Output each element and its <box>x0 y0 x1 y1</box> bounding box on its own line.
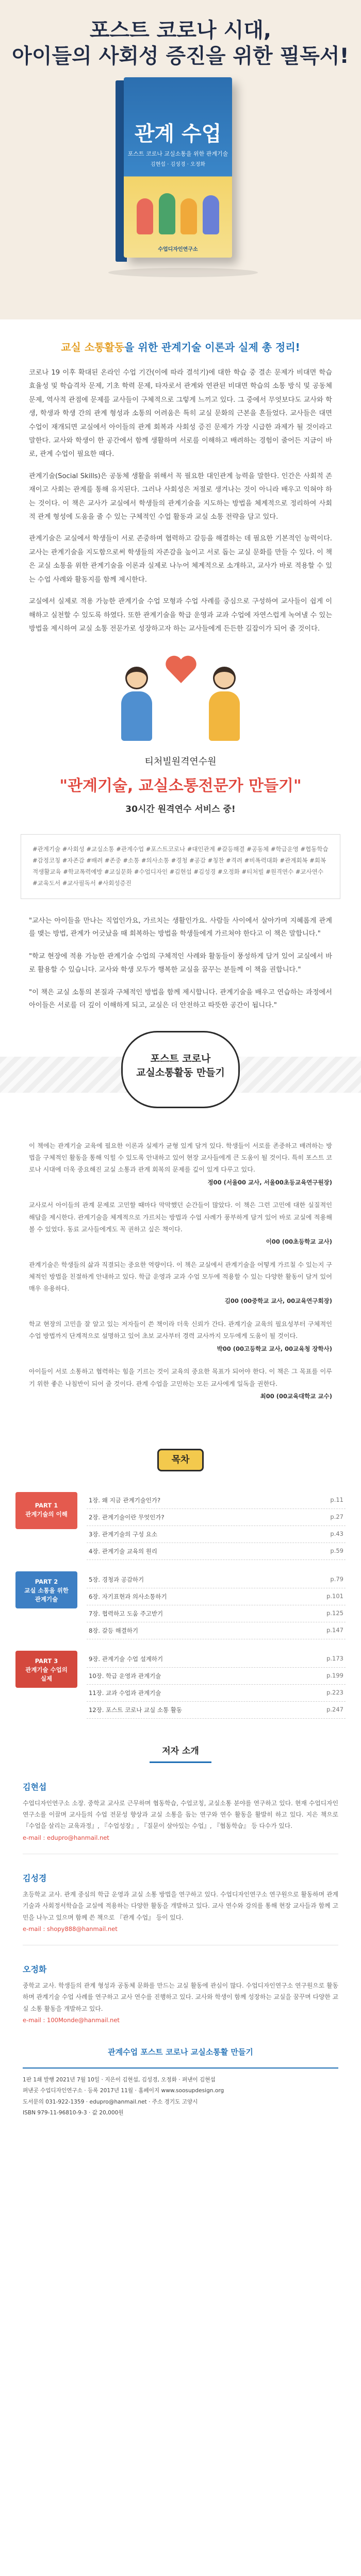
toc-page: p.59 <box>330 1547 343 1554</box>
authors-heading: 저자 소개 <box>162 1745 199 1756</box>
toc-item: 9장. 관계기술 수업 설계하기 <box>89 1655 163 1663</box>
intro-paragraph: 관계기술은 교실에서 학생들이 서로 존중하며 협력하고 갈등을 해결하는 데 필요한 기본적인 능력이다. 교사는 관계기술을 지도함으로써 학생들의 자존감을 높이고 서로 돕는 교실 문화를 만들 수 있다. 이 책은 교실 소통을 위한 관계기술을 이론과 실제로 나누어 체계적으로 소개하고, 교사가 바로 적용할 수 있는 수업 사례와 활동지를 함께 제시한다. <box>29 535 332 584</box>
book-info-title: 관계수업 포스트 코로나 교실소통활 만들기 <box>108 2047 253 2057</box>
toc-part <box>15 1651 346 1719</box>
review-author: 이00 (00초등학교 교사) <box>266 1238 332 1245</box>
author-name: 김성경 <box>23 1873 47 1883</box>
book-front <box>124 77 232 258</box>
hero-headline-line2: 아이들의 사회성 증진을 위한 필독서! <box>12 44 349 68</box>
toc-page: p.101 <box>326 1592 343 1600</box>
review-author: 최00 (00교육대학교 교수) <box>260 1392 332 1400</box>
intro-paragraph: 교실에서 실제로 적용 가능한 관계기술 수업 모형과 수업 사례를 중심으로 구성하여 교사들이 쉽게 이해하고 실천할 수 있도록 하였다. 또한 관계기술을 학급 운영과 교과 수업에 자연스럽게 녹여낼 수 있는 방법을 제시하여 교실 소통 전문가로 성장하고자 하는 교사들에게 든든한 길잡이가 되어 줄 것이다. <box>29 598 332 633</box>
toc-page: p.79 <box>330 1575 343 1583</box>
reviews-section <box>0 1130 361 1402</box>
quotes-section <box>0 899 361 1012</box>
intro-section <box>0 319 361 636</box>
hero-headline-line1: 포스트 코로나 시대, <box>89 19 272 42</box>
author-block <box>0 1781 361 1841</box>
toc-row <box>87 1702 346 1719</box>
quote: "학교 현장에 적용 가능한 관계기술 수업의 구체적인 사례와 활동들이 풍성하게 담겨 있어 교실에서 바로 활용할 수 있습니다. 교사와 학생 모두가 행복한 교실을 꿈꾸는 분들께 이 책을 권합니다." <box>29 953 332 974</box>
review <box>29 1140 332 1188</box>
person-figure <box>119 667 155 744</box>
book-publisher: 수업디자인연구소 <box>158 247 198 252</box>
book-title: 관계 수업 <box>134 122 222 146</box>
author-bio: 수업디자인연구소 소장. 중학교 교사로 근무하며 협동학습, 수업코칭, 교실소통 분야를 연구하고 있다. 현재 수업디자인연구소를 이끌며 교사들의 수업 전문성 향상과 교실 소통을 돕는 연구와 연수 활동을 활발히 하고 있다. 지은 책으로 『수업을 살리는 교육과정』, 『수업성장』, 『질문이 살아있는 수업』, 『협동학습』 등 다수가 있다. <box>23 1799 338 1830</box>
author-email[interactable]: e-mail : shopy888@hanmail.net <box>23 1925 118 1933</box>
toc-page: p.223 <box>326 1688 343 1696</box>
intro-title <box>29 339 332 354</box>
toc-part-label: PART 2 교실 소통을 위한 관계기술 <box>15 1571 77 1608</box>
intro-paragraph: 코로나 19 이후 확대된 온라인 수업 기간(이에 따라 결석기)에 대한 학습 중 결손 문제가 비대면 학습 효율성 및 학습격차 문제, 기초 학력 문제, 타자로서 관계와 연관된 비대면 학습의 소통 방식 및 공동체 문제, 역사적 관점에 문제를 교사들이 구체적으로 그렇게 느끼고 있다. 그 중에서 무엇보다도 교사와 학생, 학생과 학생 간의 관계 형성과 소통의 어려움은 특히 교실 문화의 근본을 흔들었다. 교사들은 대면수업이 재개되면 교실에서 아이들의 관계 회복과 사회성 증진 문제가 가장 시급한 과제가 될 것이라고 말한다. 교사와 학생이 한 공간에서 함께 생활하며 서로를 이해하고 배려하는 경험이 줄어든 지금이 바로, 관계 수업이 필요한 때다. <box>29 369 332 459</box>
authors-underline <box>150 1761 211 1763</box>
toc-item: 4장. 관계기술 교육의 원리 <box>89 1547 158 1555</box>
quote: "교사는 아이들을 만나는 직업인가요, 가르치는 생활인가요. 사람들 사이에서 살아가며 지혜롭게 관계를 맺는 방법, 관계가 어긋났을 때 회복하는 방법을 학생들에게 가르쳐야 한다고 이 책은 말합니다." <box>29 917 332 938</box>
review-text: 학교 현장의 고민을 잘 알고 있는 저자들이 쓴 책이라 더욱 신뢰가 간다. 관계기술 교육의 필요성부터 구체적인 수업 방법까지 단계적으로 설명하고 있어 초보 교사부터 경력 교사까지 모두에게 도움이 될 것이다. <box>29 1320 332 1340</box>
hero-headline <box>0 18 361 69</box>
intro-title-highlight: 교실 소통활동 <box>61 341 125 353</box>
toc-page: p.247 <box>326 1705 343 1713</box>
book-subtitle: 포스트 코로나 교실소통을 위한 관계기술 <box>127 150 228 157</box>
review-text: 관계기술은 학생들의 삶과 직결되는 중요한 역량이다. 이 책은 교실에서 관계기술을 어떻게 가르칠 수 있는지 구체적인 방법을 친절하게 안내하고 있다. 학급 운영과 교과 수업 모두에 적용할 수 있는 다양한 활동이 담겨 있어 매우 유용하다. <box>29 1261 332 1293</box>
book-info-row: 펴낸곳 수업디자인연구소 · 등록 2017년 11월 · 홈페이지 www.soosupdesign.org <box>23 2088 224 2094</box>
review-text: 아이들이 서로 소통하고 협력하는 힘을 기르는 것이 교육의 중요한 목표가 되어야 한다. 이 책은 그 목표를 이루기 위한 좋은 나침반이 되어 줄 것이다. 관계 수업을 고민하는 모든 교사에게 일독을 권한다. <box>29 1368 332 1387</box>
author-block <box>0 1872 361 1933</box>
author-email[interactable]: e-mail : edupro@hanmail.net <box>23 1834 109 1841</box>
badge-line2: 교실소통활동 만들기 <box>136 1067 225 1079</box>
course-section <box>0 749 361 815</box>
toc-item: 5장. 경청과 공감하기 <box>89 1575 144 1583</box>
book-illustration <box>134 183 222 234</box>
toc-item: 1장. 왜 지금 관계기술인가? <box>89 1496 161 1504</box>
toc-page: p.173 <box>326 1654 343 1662</box>
toc-item: 3장. 관계기술의 구성 요소 <box>89 1530 158 1538</box>
book-info <box>23 2067 338 2119</box>
toc-item: 10장. 학급 운영과 관계기술 <box>89 1672 161 1680</box>
toc-page: p.125 <box>326 1609 343 1617</box>
toc-item: 7장. 협력하고 도움 주고받기 <box>89 1609 163 1617</box>
review <box>29 1199 332 1247</box>
toc-page: p.27 <box>330 1513 343 1520</box>
course-service: 30시간 원격연수 서비스 중! <box>125 804 236 815</box>
toc-page: p.199 <box>326 1671 343 1679</box>
course-title: "관계기술, 교실소통전문가 만들기" <box>59 777 302 795</box>
badge-line1: 포스트 코로나 <box>150 1053 211 1065</box>
authors-header <box>0 1743 361 1763</box>
hero-section <box>0 0 361 319</box>
toc-row <box>87 1571 346 1588</box>
toc-part-label: PART 1 관계기술의 이해 <box>15 1492 77 1529</box>
toc-header <box>0 1414 361 1486</box>
review-text: 교사로서 아이들의 관계 문제로 고민할 때마다 막막했던 순간들이 많았다. 이 책은 그런 고민에 대한 실질적인 해답을 제시한다. 관계기술을 체계적으로 가르치는 방법과 수업 사례가 풍부하게 담겨 있어 바로 교실에 적용해 볼 수 있었다. 동료 교사들에게도 꼭 권하고 싶은 책이다. <box>29 1201 332 1233</box>
book-info-row: 1판 1쇄 발행 2021년 7월 10일 · 지은이 김현섭, 김성경, 오정화 · 펴낸이 김현섭 <box>23 2077 216 2083</box>
review-text: 이 책에는 관계기술 교육에 필요한 이론과 실제가 균형 있게 담겨 있다. 학생들이 서로를 존중하고 배려하는 방법을 구체적인 활동을 통해 익힐 수 있도록 안내하고 있어 현장 교사들에게 큰 도움이 될 것이다. 특히 포스트 코로나 시대에 더욱 중요해진 교실 소통과 관계 회복의 문제를 깊이 있게 다루고 있다. <box>29 1142 332 1174</box>
book-info-row: ISBN 979-11-96810-9-3 · 값 20,000원 <box>23 2109 124 2116</box>
book-info-row: 도서문의 031-922-1359 · edupro@hanmail.net · 주소 경기도 고양시 <box>23 2098 198 2105</box>
toc-item: 6장. 자기표현과 의사소통하기 <box>89 1592 167 1600</box>
toc-row <box>87 1622 346 1639</box>
intro-paragraph: 관계기술(Social Skills)은 공동체 생활을 위해서 꼭 필요한 대인관계 능력을 말한다. 인간은 사회적 존재이고 사회는 관계를 통해 유지된다. 그러나 사회성은 저절로 생겨나는 것이 아니라 배우고 익혀야 하는 것이다. 이 책은 교사가 교실에서 학생들의 관계기술을 지도하는 방법을 체계적으로 정리하여 사회적 관계 형성에 도움을 줄 수 있는 구체적인 수업 활동과 교실 소통 전략을 담고 있다. <box>29 472 332 521</box>
person-figure <box>206 667 242 744</box>
toc-row <box>87 1588 346 1605</box>
kid-figure <box>137 198 153 234</box>
toc-row <box>87 1651 346 1668</box>
review-author: 김00 (00중학교 교사, 00교육연구회장) <box>224 1297 332 1305</box>
heart-icon <box>163 651 199 687</box>
review <box>29 1259 332 1307</box>
toc-tag: 목차 <box>157 1449 204 1471</box>
quote: "이 책은 교실 소통의 본질과 구체적인 방법을 함께 제시합니다. 관계기술을 배우고 연습하는 과정에서 아이들은 서로를 더 깊이 이해하게 되고, 교실은 더 안전하고 따뜻한 공간이 됩니다." <box>29 988 332 1010</box>
book-shadow <box>108 268 258 277</box>
review-author: 박00 (00고등학교 교사, 00교육청 장학사) <box>217 1345 332 1352</box>
review-author: 정00 (서울00 교사, 서울00초등교육연구원장) <box>207 1178 332 1186</box>
toc-item: 2장. 관계기술이란 무엇인가? <box>89 1513 165 1521</box>
toc-item: 12장. 포스트 코로나 교실 소통 활동 <box>89 1706 182 1714</box>
author-bio: 중학교 교사. 학생들의 관계 형성과 공동체 문화를 만드는 교실 활동에 관심이 많다. 수업디자인연구소 연구원으로 활동하며 관계기술 수업 사례를 연구하고 교사 연수를 진행하고 있다. 교사와 학생이 함께 성장하는 교실을 꿈꾸며 다양한 교실 소통 활동을 개발하고 있다. <box>23 1981 338 2012</box>
toc-part <box>15 1571 346 1639</box>
toc-row <box>87 1526 346 1543</box>
review <box>29 1366 332 1402</box>
toc-row <box>87 1685 346 1702</box>
author-bio: 초등학교 교사. 관계 중심의 학급 운영과 교실 소통 방법을 연구하고 있다. 수업디자인연구소 연구원으로 활동하며 관계기술과 사회정서학습을 교실에 적용하는 다양한 활동을 개발하고 있다. 교사 연수와 강의를 통해 현장 교사들과 함께 고민을 나누고 있으며 함께 쓴 책으로 『관계 수업』 등이 있다. <box>23 1890 338 1921</box>
toc-row <box>87 1543 346 1560</box>
toc-row <box>87 1668 346 1685</box>
book-cover <box>103 77 258 273</box>
author-name: 오정화 <box>23 1964 47 1974</box>
author-email[interactable]: e-mail : 100Monde@hanmail.net <box>23 2016 120 2024</box>
toc-page: p.43 <box>330 1530 343 1537</box>
toc-row <box>87 1605 346 1622</box>
hashtag-box: #관계기술 #사회성 #교실소통 #관계수업 #포스트코로나 #대인관계 #갈등해결 #공동체 #학급운영 #협동학습 #감정코칭 #자존감 #배려 #존중 #소통 #의사소통 #경청 #공감 #칭찬 #격려 #비폭력대화 #관계회복 #회복적생활교육 #학교폭력예방 #교실문화 #수업디자인 #김현섭 #김성경 #오정화 #티처빌 #원격연수 #교사연수 #교육도서 #교사필독서 #사회성증진 <box>21 834 340 899</box>
kid-figure <box>180 198 197 234</box>
badge-banner <box>0 1022 361 1130</box>
course-org: 티처빌원격연수원 <box>144 756 217 768</box>
toc-page: p.11 <box>330 1496 343 1503</box>
people-illustration <box>0 646 361 749</box>
toc-part-label: PART 3 관계기술 수업의 실제 <box>15 1651 77 1688</box>
badge <box>121 1031 240 1108</box>
toc-page: p.147 <box>326 1626 343 1634</box>
toc-item: 11장. 교과 수업과 관계기술 <box>89 1689 161 1697</box>
toc-row <box>87 1509 346 1526</box>
kid-figure <box>159 193 175 234</box>
toc-item: 8장. 갈등 해결하기 <box>89 1626 139 1634</box>
intro-title-rest: 을 위한 관계기술 이론과 실제 총 정리! <box>124 341 300 353</box>
author-name: 김현섭 <box>23 1782 47 1792</box>
toc-row <box>87 1492 346 1509</box>
toc-part <box>15 1492 346 1560</box>
book-authors: 김현섭 · 김성경 · 오정화 <box>150 162 205 167</box>
review <box>29 1318 332 1354</box>
author-block <box>0 1963 361 2024</box>
kid-figure <box>203 195 219 234</box>
